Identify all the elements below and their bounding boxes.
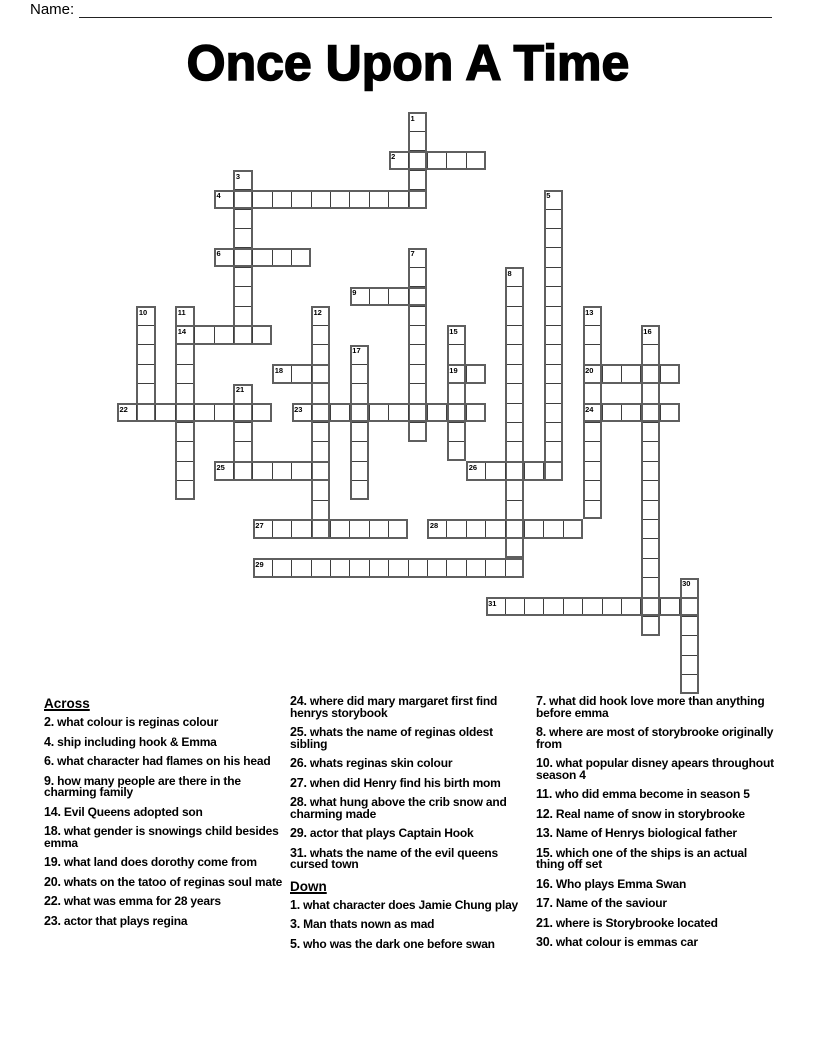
cell-separator xyxy=(138,364,153,365)
cell-separator xyxy=(643,344,658,345)
cell-separator xyxy=(233,250,234,265)
clue-18: 18. what gender is snowings child besides emma xyxy=(44,824,279,850)
cell-separator xyxy=(682,655,697,656)
cell-separator xyxy=(449,344,464,345)
cell-separator xyxy=(546,209,561,210)
clue-27: 27. when did Henry find his birth mom xyxy=(290,775,501,790)
cell-separator xyxy=(291,366,292,381)
clue-19: 19. what land does dorothy come from xyxy=(44,855,257,869)
cell-separator xyxy=(272,560,273,575)
clue-number: 12. xyxy=(536,806,553,821)
clue-column-3 xyxy=(536,696,776,957)
cell-separator xyxy=(311,192,312,207)
cell-separator xyxy=(177,364,192,365)
cell-number: 15 xyxy=(449,326,458,336)
cell-separator xyxy=(643,519,658,520)
cell-separator xyxy=(427,560,428,575)
cell-number: 4 xyxy=(216,191,221,201)
cell-separator xyxy=(311,560,312,575)
cell-number: 22 xyxy=(119,404,128,414)
cell-separator xyxy=(194,405,195,420)
cell-separator xyxy=(446,521,447,536)
cell-separator xyxy=(485,463,486,478)
clue-23: 23. actor that plays regina xyxy=(44,913,188,928)
cell-separator xyxy=(643,577,658,578)
clue-7: 7. what did hook love more than anything before emma xyxy=(536,694,765,720)
cell-separator xyxy=(214,405,215,420)
cell-separator xyxy=(330,192,331,207)
cell-separator xyxy=(138,383,153,384)
cell-separator xyxy=(585,480,600,481)
cell-separator xyxy=(349,521,350,536)
cell-separator xyxy=(643,461,658,462)
cell-separator xyxy=(585,461,600,462)
cell-number: 2 xyxy=(391,152,396,162)
clue-22: 22. what was emma for 28 years xyxy=(44,894,221,908)
cell-separator xyxy=(408,560,409,575)
cell-separator xyxy=(233,327,234,342)
cell-separator xyxy=(138,325,153,326)
cell-separator xyxy=(546,267,561,268)
cell-separator xyxy=(466,153,467,168)
cell-separator xyxy=(507,403,522,404)
cell-separator xyxy=(352,364,367,365)
word-4-across[interactable] xyxy=(214,190,427,209)
cell-separator xyxy=(524,521,525,536)
clue-number: 31. xyxy=(290,845,307,860)
cell-separator xyxy=(369,289,370,304)
clue-26: 26. whats reginas skin colour xyxy=(290,756,453,770)
word-26-across[interactable] xyxy=(466,461,563,480)
cell-separator xyxy=(546,286,561,287)
cell-separator xyxy=(640,366,641,381)
clue-6: 6. what character had flames on his head xyxy=(44,754,271,768)
cell-separator xyxy=(546,403,561,404)
cell-separator xyxy=(408,192,409,207)
cell-separator xyxy=(177,383,192,384)
cell-separator xyxy=(546,247,561,248)
cell-separator xyxy=(177,480,192,481)
cell-separator xyxy=(546,441,561,442)
cell-separator xyxy=(330,560,331,575)
cell-separator xyxy=(369,405,370,420)
word-2-across[interactable] xyxy=(389,151,486,170)
clue-10: 10. what popular disney apears throughout season 4 xyxy=(536,756,774,782)
cell-separator xyxy=(233,405,234,420)
cell-number: 16 xyxy=(643,326,652,336)
cell-separator xyxy=(252,250,253,265)
clue-21: 21. where is Storybrooke located xyxy=(536,915,718,930)
clue-header-down: Down xyxy=(290,878,327,894)
cell-separator xyxy=(682,635,697,636)
cell-separator xyxy=(507,364,522,365)
clue-number: 29. xyxy=(290,826,307,840)
cell-separator xyxy=(272,250,273,265)
clue-number: 25. xyxy=(290,725,307,739)
cell-separator xyxy=(582,599,583,614)
cell-separator xyxy=(546,228,561,229)
clue-header-across: Across xyxy=(44,696,90,711)
clue-number: 21. xyxy=(536,915,553,930)
cell-number: 31 xyxy=(488,598,497,608)
cell-separator xyxy=(352,480,367,481)
clue-number: 6. xyxy=(44,754,55,768)
cell-separator xyxy=(546,422,561,423)
clue-5: 5. who was the dark one before swan xyxy=(290,936,495,951)
cell-separator xyxy=(643,441,658,442)
cell-separator xyxy=(352,461,367,462)
cell-number: 8 xyxy=(507,268,512,278)
clue-column-1 xyxy=(44,696,284,935)
clue-17: 17. Name of the saviour xyxy=(536,896,667,910)
name-blank-line[interactable] xyxy=(79,4,772,18)
word-5-down[interactable] xyxy=(544,190,563,481)
cell-separator xyxy=(640,599,641,614)
clue-number: 10. xyxy=(536,756,553,770)
clue-4: 4. ship including hook & Emma xyxy=(44,734,217,749)
cell-number: 18 xyxy=(274,365,284,375)
crossword-grid xyxy=(117,112,701,696)
clue-column-2 xyxy=(290,696,530,958)
cell-separator xyxy=(640,405,641,420)
clue-number: 7. xyxy=(536,694,547,708)
word-6-across[interactable] xyxy=(214,248,311,267)
cell-separator xyxy=(505,599,506,614)
cell-separator xyxy=(369,560,370,575)
clue-11: 11. who did emma become in season 5 xyxy=(536,787,750,801)
clue-3: 3. Man thats nown as mad xyxy=(290,917,435,931)
cell-separator xyxy=(330,521,331,536)
cell-separator xyxy=(546,306,561,307)
cell-number: 6 xyxy=(216,249,221,259)
cell-number: 13 xyxy=(585,307,594,317)
name-label: Name: xyxy=(30,1,75,18)
cell-number: 9 xyxy=(352,288,357,298)
cell-separator xyxy=(427,405,428,420)
clue-number: 18. xyxy=(44,824,61,838)
cell-separator xyxy=(291,192,292,207)
cell-separator xyxy=(546,344,561,345)
clue-number: 3. xyxy=(290,917,301,931)
cell-separator xyxy=(291,560,292,575)
cell-separator xyxy=(446,153,447,168)
cell-separator xyxy=(643,558,658,559)
clue-8: 8. where are most of storybrooke originally from xyxy=(536,725,774,751)
word-31-across[interactable] xyxy=(486,597,699,616)
cell-separator xyxy=(446,405,447,420)
cell-separator xyxy=(546,383,561,384)
cell-separator xyxy=(643,500,658,501)
clue-number: 22. xyxy=(44,894,61,908)
cell-separator xyxy=(235,228,250,229)
word-8-down[interactable] xyxy=(505,267,524,558)
cell-number: 23 xyxy=(294,404,303,414)
cell-separator xyxy=(643,538,658,539)
cell-separator xyxy=(507,286,522,287)
clue-number: 15. xyxy=(536,845,553,860)
cell-separator xyxy=(349,560,350,575)
cell-separator xyxy=(311,521,312,536)
clue-28: 28. what hung above the crib snow and charming made xyxy=(290,795,507,821)
cell-separator xyxy=(408,289,409,304)
cell-separator xyxy=(602,405,603,420)
clue-number: 2. xyxy=(44,715,55,729)
cell-separator xyxy=(138,344,153,345)
cell-number: 11 xyxy=(177,307,186,317)
cell-separator xyxy=(505,560,506,575)
cell-separator xyxy=(505,521,506,536)
clue-number: 28. xyxy=(290,795,307,809)
cell-separator xyxy=(505,463,506,478)
cell-separator xyxy=(585,500,600,501)
cell-separator xyxy=(660,366,661,381)
clue-number: 26. xyxy=(290,756,307,770)
clue-number: 19. xyxy=(44,855,61,869)
cell-separator xyxy=(466,560,467,575)
cell-separator xyxy=(291,521,292,536)
cell-separator xyxy=(585,325,600,326)
cell-separator xyxy=(410,364,425,365)
clue-number: 8. xyxy=(536,725,547,739)
cell-separator xyxy=(233,463,234,478)
cell-separator xyxy=(507,500,522,501)
cell-separator xyxy=(330,405,331,420)
cell-separator xyxy=(507,422,522,423)
word-20-across[interactable] xyxy=(583,364,680,383)
page-title: Once Upon A Time xyxy=(186,35,630,91)
cell-separator xyxy=(272,192,273,207)
cell-separator xyxy=(369,521,370,536)
clue-number: 4. xyxy=(44,734,55,749)
cell-separator xyxy=(214,327,215,342)
cell-separator xyxy=(272,463,273,478)
cell-number: 1 xyxy=(410,113,415,123)
cell-separator xyxy=(235,306,250,307)
cell-separator xyxy=(507,306,522,307)
clue-number: 5. xyxy=(290,936,301,951)
cell-separator xyxy=(352,441,367,442)
cell-number: 12 xyxy=(313,307,322,317)
cell-separator xyxy=(660,599,661,614)
cell-number: 10 xyxy=(138,307,148,317)
cell-separator xyxy=(272,521,273,536)
clue-number: 16. xyxy=(536,876,553,891)
cell-separator xyxy=(311,366,312,381)
cell-separator xyxy=(252,192,253,207)
cell-separator xyxy=(313,500,328,501)
cell-separator xyxy=(563,599,564,614)
cell-separator xyxy=(175,405,176,420)
cell-separator xyxy=(313,441,328,442)
cell-separator xyxy=(466,405,467,420)
cell-separator xyxy=(177,461,192,462)
clue-number: 17. xyxy=(536,896,553,910)
cell-separator xyxy=(235,441,250,442)
clue-12: 12. Real name of snow in storybrooke xyxy=(536,806,745,821)
cell-number: 5 xyxy=(546,191,551,201)
cell-separator xyxy=(682,674,697,675)
cell-separator xyxy=(235,286,250,287)
clue-2: 2. what colour is reginas colour xyxy=(44,715,219,729)
cell-separator xyxy=(388,560,389,575)
cell-separator xyxy=(602,366,603,381)
cell-number: 26 xyxy=(468,462,478,472)
word-24-across[interactable] xyxy=(583,403,680,422)
clue-number: 30. xyxy=(536,935,553,949)
cell-number: 21 xyxy=(235,385,245,395)
cell-separator xyxy=(621,599,622,614)
cell-separator xyxy=(369,192,370,207)
word-14-across[interactable] xyxy=(175,325,272,344)
clue-16: 16. Who plays Emma Swan xyxy=(536,876,687,891)
cell-separator xyxy=(446,560,447,575)
cell-separator xyxy=(410,267,425,268)
cell-separator xyxy=(466,366,467,381)
cell-separator xyxy=(524,599,525,614)
clue-24: 24. where did mary margaret first find henrys storybook xyxy=(290,694,498,720)
cell-number: 17 xyxy=(352,346,361,356)
cell-separator xyxy=(352,383,367,384)
cell-separator xyxy=(449,441,464,442)
cell-separator xyxy=(585,441,600,442)
cell-number: 3 xyxy=(235,171,241,181)
clue-29: 29. actor that plays Captain Hook xyxy=(290,826,474,840)
cell-separator xyxy=(543,521,544,536)
cell-separator xyxy=(252,463,253,478)
cell-separator xyxy=(410,131,425,132)
cell-number: 24 xyxy=(585,404,594,414)
clue-number: 23. xyxy=(44,913,61,928)
cell-separator xyxy=(679,599,680,614)
cell-separator xyxy=(408,153,409,168)
clue-number: 14. xyxy=(44,804,61,819)
cell-number: 19 xyxy=(449,365,458,375)
clue-9: 9. how many people are there in the charming family xyxy=(44,773,241,799)
cell-separator xyxy=(388,192,389,207)
cell-separator xyxy=(252,327,253,342)
cell-separator xyxy=(349,405,350,420)
cell-separator xyxy=(194,327,195,342)
cell-separator xyxy=(410,383,425,384)
cell-separator xyxy=(388,289,389,304)
cell-separator xyxy=(313,325,328,326)
clue-20: 20. whats on the tatoo of reginas soul mate xyxy=(44,874,283,889)
cell-separator xyxy=(177,441,192,442)
clue-number: 11. xyxy=(536,787,553,801)
cell-separator xyxy=(524,463,525,478)
clue-number: 27. xyxy=(290,775,307,790)
cell-separator xyxy=(466,521,467,536)
cell-separator xyxy=(621,366,622,381)
clue-number: 24. xyxy=(290,694,307,708)
cell-separator xyxy=(311,405,312,420)
cell-separator xyxy=(546,325,561,326)
cell-separator xyxy=(388,521,389,536)
cell-separator xyxy=(136,405,137,420)
clue-1: 1. what character does Jamie Chung play xyxy=(290,897,519,912)
clue-number: 13. xyxy=(536,826,553,840)
cell-number: 25 xyxy=(216,462,225,472)
name-row xyxy=(30,1,772,18)
cell-separator xyxy=(485,521,486,536)
cell-separator xyxy=(427,153,428,168)
clue-number: 9. xyxy=(44,773,55,788)
clue-number: 1. xyxy=(290,897,301,912)
cell-number: 30 xyxy=(682,579,691,589)
clue-30: 30. what colour is emmas car xyxy=(536,935,698,949)
cell-number: 14 xyxy=(177,326,187,336)
clue-25: 25. whats the name of reginas oldest sibling xyxy=(290,725,493,751)
cell-separator xyxy=(408,405,409,420)
cell-number: 20 xyxy=(585,365,594,375)
cell-separator xyxy=(563,521,564,536)
cell-separator xyxy=(349,192,350,207)
cell-separator xyxy=(621,405,622,420)
cell-number: 29 xyxy=(255,559,264,569)
cell-separator xyxy=(507,344,522,345)
cell-separator xyxy=(388,405,389,420)
clue-number: 20. xyxy=(44,874,61,889)
cell-separator xyxy=(233,192,234,207)
clue-14: 14. Evil Queens adopted son xyxy=(44,804,203,819)
cell-separator xyxy=(507,383,522,384)
cell-separator xyxy=(543,599,544,614)
clue-15: 15. which one of the ships is an actual thing off set xyxy=(536,845,747,871)
cell-number: 28 xyxy=(429,520,439,530)
cell-separator xyxy=(291,463,292,478)
cell-number: 7 xyxy=(410,249,415,259)
cell-number: 27 xyxy=(255,520,264,530)
cell-separator xyxy=(507,441,522,442)
cell-separator xyxy=(252,405,253,420)
cell-separator xyxy=(543,463,544,478)
cell-separator xyxy=(311,463,312,478)
cell-separator xyxy=(507,325,522,326)
cell-separator xyxy=(546,364,561,365)
cell-separator xyxy=(485,560,486,575)
clue-13: 13. Name of Henrys biological father xyxy=(536,826,737,840)
cell-separator xyxy=(410,325,425,326)
clue-31: 31. whats the name of the evil queens cursed town xyxy=(290,845,499,871)
cell-separator xyxy=(585,344,600,345)
cell-separator xyxy=(155,405,156,420)
cell-separator xyxy=(410,344,425,345)
cell-separator xyxy=(660,405,661,420)
cell-separator xyxy=(313,344,328,345)
cell-separator xyxy=(643,480,658,481)
cell-separator xyxy=(291,250,292,265)
cell-separator xyxy=(602,599,603,614)
